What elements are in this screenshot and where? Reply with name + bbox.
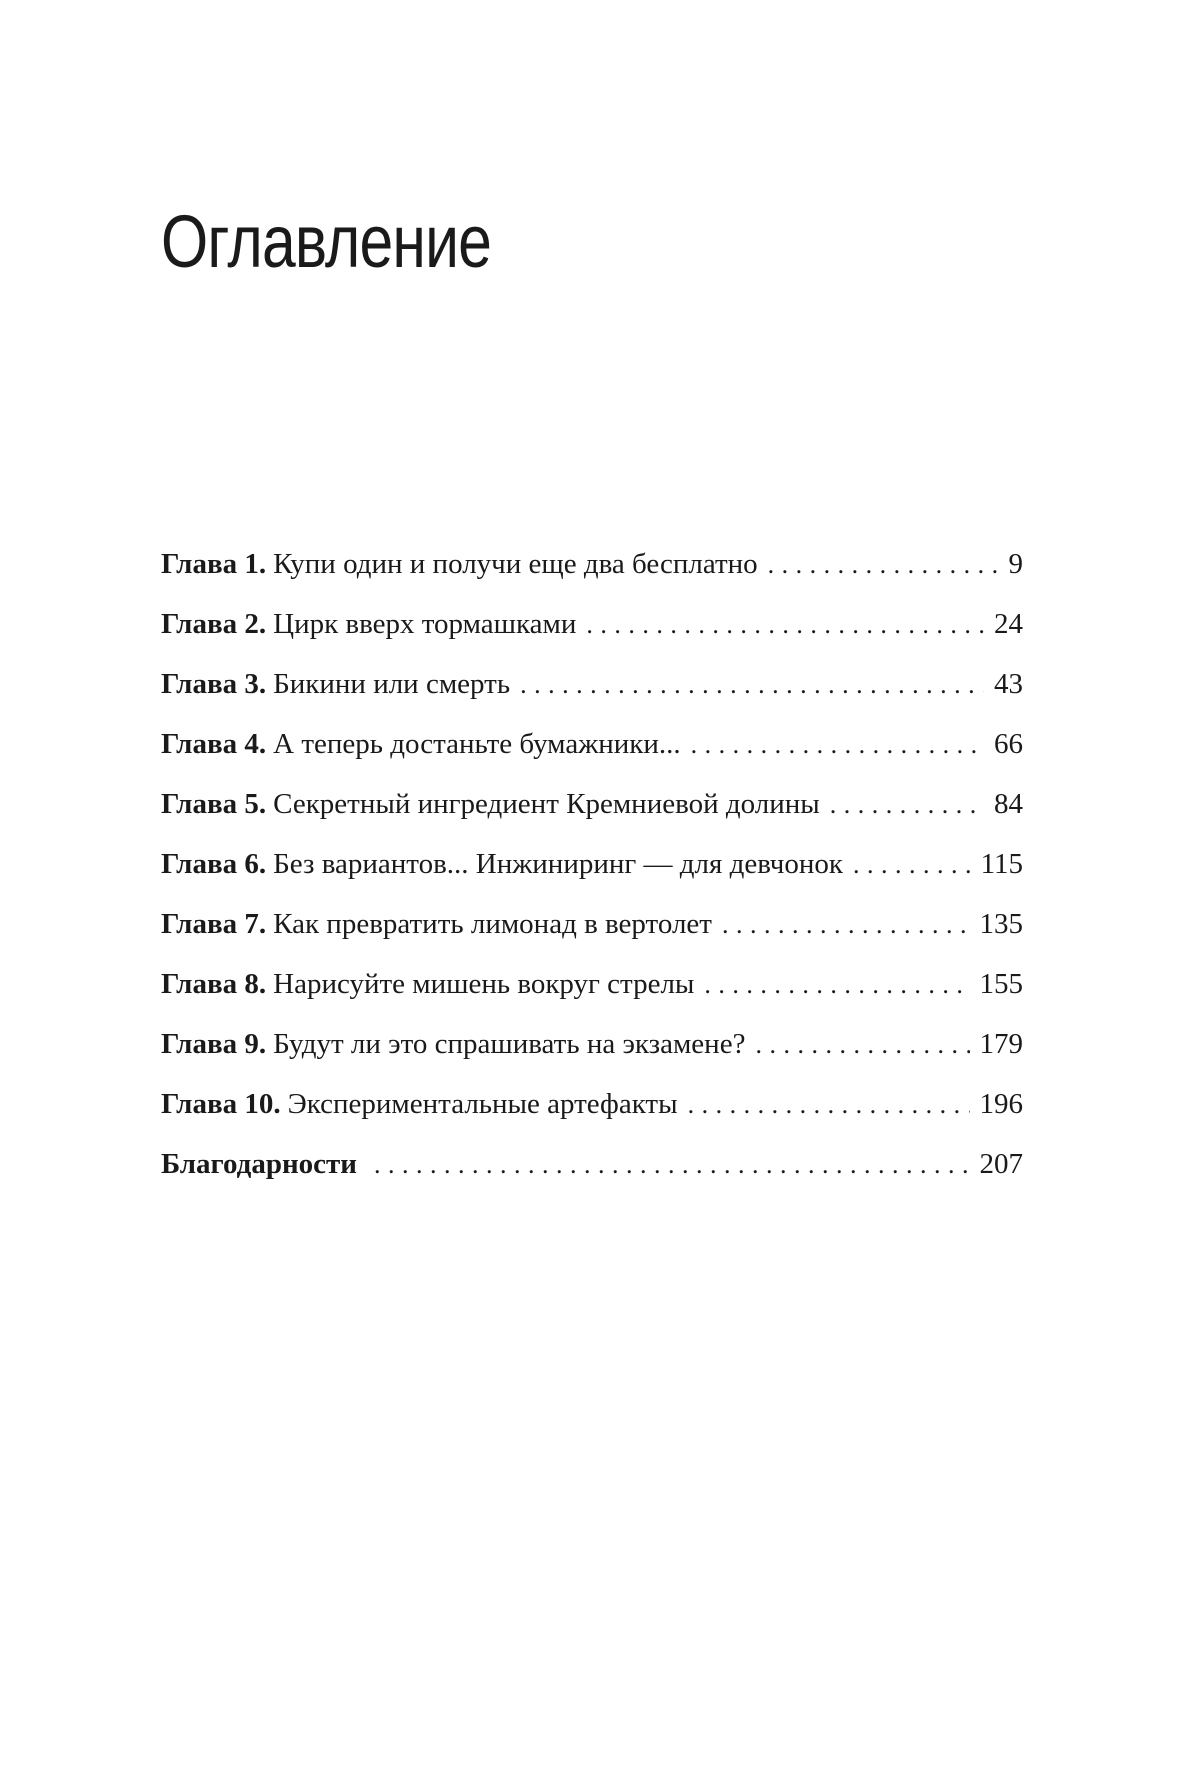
toc-entry-title: Купи один и получи еще два бесплатно	[273, 548, 758, 580]
toc-entry-chapter-6[interactable]	[161, 848, 1023, 908]
toc-entry-title: Секретный ингредиент Кремниевой долины	[273, 788, 820, 820]
toc-entry-title: А теперь достаньте бумажники...	[273, 728, 681, 760]
toc-entry-page-number: 84	[994, 788, 1023, 820]
dot-leader	[374, 1150, 969, 1180]
toc-entry-title: Будут ли это спрашивать на экзамене?	[273, 1028, 746, 1060]
toc-entry-page-number: 135	[979, 908, 1023, 940]
toc-entry-label: Глава 9.	[161, 1028, 267, 1060]
toc-entry-label: Глава 5.	[161, 788, 267, 820]
toc-entry-label: Глава 4.	[161, 728, 267, 760]
toc-entry-label: Глава 10.	[161, 1088, 281, 1120]
toc-entry-page-number: 115	[980, 848, 1023, 880]
toc-entry-title: Цирк вверх тормашками	[273, 608, 577, 640]
dot-leader	[586, 610, 984, 640]
toc-entry-page-number: 43	[994, 668, 1023, 700]
toc-entry-page-number: 207	[979, 1148, 1023, 1180]
dot-leader	[768, 550, 999, 580]
toc-entry-label: Глава 1.	[161, 548, 267, 580]
toc-entry-chapter-5[interactable]	[161, 788, 1023, 848]
toc-entry-label: Благодарности	[161, 1148, 358, 1180]
table-of-contents	[161, 548, 1023, 1208]
toc-entry-title: Экспериментальные артефакты	[287, 1088, 678, 1120]
toc-entry-chapter-8[interactable]	[161, 968, 1023, 1028]
toc-entry-page-number: 155	[979, 968, 1023, 1000]
toc-entry-title: Как превратить лимонад в вертолет	[273, 908, 712, 940]
toc-entry-title: Нарисуйте мишень вокруг стрелы	[273, 968, 695, 1000]
toc-entry-chapter-4[interactable]	[161, 728, 1023, 788]
dot-leader	[691, 730, 984, 760]
toc-entry-label: Глава 8.	[161, 968, 267, 1000]
dot-leader	[755, 1030, 969, 1060]
toc-entry-page-number: 179	[979, 1028, 1023, 1060]
toc-entry-chapter-2[interactable]	[161, 608, 1023, 668]
toc-entry-page-number: 66	[994, 728, 1023, 760]
toc-entry-acknowledgements[interactable]	[161, 1148, 1023, 1208]
dot-leader	[704, 970, 969, 1000]
toc-entry-chapter-7[interactable]	[161, 908, 1023, 968]
toc-entry-label: Глава 6.	[161, 848, 267, 880]
toc-entry-page-number: 24	[994, 608, 1023, 640]
toc-entry-title: Без вариантов... Инжиниринг — для девчонок	[273, 848, 844, 880]
dot-leader	[688, 1090, 970, 1120]
toc-entry-chapter-3[interactable]	[161, 668, 1023, 728]
dot-leader	[520, 670, 984, 700]
toc-entry-page-number: 196	[979, 1088, 1023, 1120]
dot-leader	[853, 850, 971, 880]
page-title: Оглавление	[161, 200, 492, 283]
toc-entry-label: Глава 3.	[161, 668, 267, 700]
toc-entry-chapter-1[interactable]	[161, 548, 1023, 608]
toc-entry-label: Глава 7.	[161, 908, 267, 940]
toc-entry-chapter-10[interactable]	[161, 1088, 1023, 1148]
dot-leader	[722, 910, 970, 940]
toc-entry-chapter-9[interactable]	[161, 1028, 1023, 1088]
toc-entry-page-number: 9	[1008, 548, 1023, 580]
dot-leader	[830, 790, 984, 820]
toc-entry-label: Глава 2.	[161, 608, 267, 640]
toc-entry-title: Бикини или смерть	[273, 668, 511, 700]
